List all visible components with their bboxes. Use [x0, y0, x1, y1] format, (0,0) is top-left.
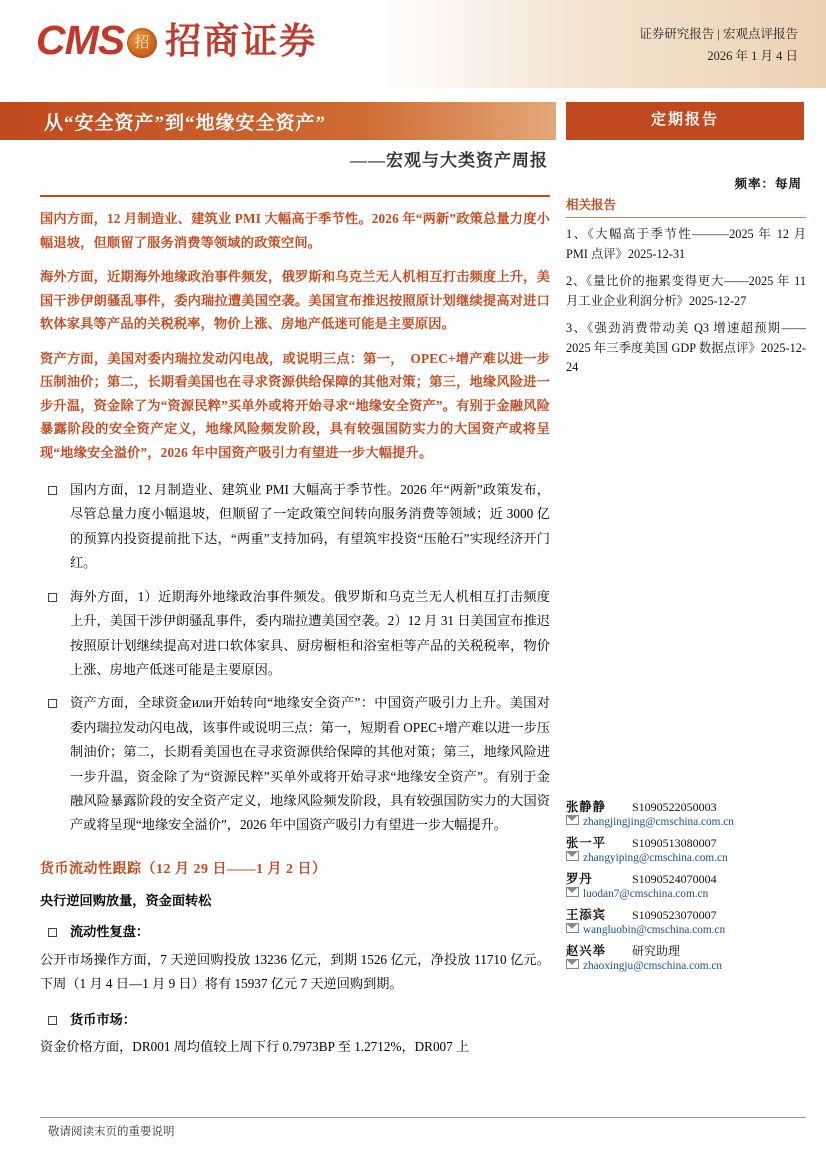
- report-category: 证券研究报告 | 宏观点评报告: [639, 27, 798, 41]
- report-date: 2026 年 1 月 4 日: [707, 48, 798, 63]
- mail-icon: [566, 851, 579, 861]
- mail-icon: [566, 887, 579, 897]
- analyst-license: S1090522050003: [632, 800, 717, 814]
- analyst-name: 张一平: [566, 836, 606, 850]
- analyst-name: 张静静: [566, 800, 606, 814]
- section-heading: 货币流动性跟踪（12 月 29 日——1 月 2 日）: [40, 861, 327, 877]
- company-logo: [36, 17, 318, 63]
- list-item-text: 资金价格方面，DR001 周均值较上周下行 0.7973BP 至 1.2712%，DR007 上: [40, 1039, 470, 1055]
- analyst-license: S1090523070007: [632, 908, 717, 922]
- analyst-row: [566, 797, 811, 815]
- list-item-label: 流动性复盘：: [40, 920, 550, 944]
- logo-cms-text: CMS: [36, 17, 125, 63]
- related-report-link[interactable]: 2、《量比价的拖累变得更大——2025 年 11 月工业企业利润分析》2025-12-27: [566, 273, 806, 308]
- section-subheading: 央行逆回购放量，资金面转松: [40, 892, 212, 908]
- header-report-meta: [639, 24, 798, 68]
- highlight-paragraph: 国内方面，12 月制造业、建筑业 PMI 大幅高于季节性。2026 年“两新”政策总量力度小幅退坡，但顺留了服务消费等领域的政策空间。: [40, 211, 550, 250]
- footer-divider: [40, 1117, 806, 1118]
- analyst-row: [566, 941, 811, 959]
- related-reports-panel: [566, 195, 806, 385]
- analyst-list: [566, 795, 811, 977]
- related-report-link[interactable]: 1、《大幅高于季节性———2025 年 12 月 PMI 点评》2025-12-31: [566, 227, 806, 261]
- main-content: [40, 195, 550, 1060]
- list-item: 海外方面，1）近期海外地缘政治事件频发。俄罗斯和乌克兰无人机相互打击频度上升，美国干涉伊朗骚乱事件，委内瑞拉遭美国空袭。2）12 月 31 日美国宣布推迟按照原计划继续提高对进口软体家具、厨房橱柜和浴室柜等产品的关税税率，物价上涨、房地产低迷可能是主要原因。: [40, 585, 550, 683]
- analyst-row: [566, 869, 811, 887]
- mail-icon: [566, 923, 579, 933]
- report-frequency: 频率：每周: [734, 177, 802, 191]
- highlight-paragraph: 海外方面，近期海外地缘政治事件频发，俄罗斯和乌克兰无人机相互打击频度上升，美国干涉伊朗骚乱事件，委内瑞拉遭美国空袭。美国宣布推迟按照原计划继续提高对进口软体家具等产品的关税税率，物价上涨、房地产低迷可能是主要原因。: [40, 269, 550, 331]
- related-report-link[interactable]: 3、《强劲消费带动美 Q3 增速超预期——2025 年三季度美国 GDP 数据点评》2025-12-24: [566, 320, 806, 375]
- highlight-divider: [40, 195, 550, 197]
- report-type-badge: 定期报告: [650, 112, 719, 128]
- analyst-email-text: wangluobin@cmschina.com.cn: [583, 924, 726, 936]
- mail-icon: [566, 959, 579, 969]
- page-header: [0, 0, 826, 88]
- summary-bullets: [40, 478, 550, 838]
- analyst-email[interactable]: [566, 851, 811, 864]
- analyst-email-text: zhaoxingju@cmschina.com.cn: [583, 960, 723, 972]
- list-item-text: 公开市场操作方面，7 天逆回购投放 13236 亿元，到期 1526 亿元，净投放 11710 亿元。下周（1 月 4 日—1 月 9 日）将有 15937 亿元 7 天逆回购到期。: [40, 951, 550, 992]
- analyst-email[interactable]: [566, 923, 811, 936]
- footer-note: 敬请阅读末页的重要说明: [48, 1126, 175, 1138]
- list-item: 国内方面，12 月制造业、建筑业 PMI 大幅高于季节性。2026 年“两新”政策发布，尽管总量力度小幅退坡，但顺留了一定政策空间转向服务消费等领域；近 3000 亿的预算内投资提前批下达，“两重”支持加码，有望筑牢投资“压舱石”实现经济开门红。: [40, 478, 550, 576]
- analyst-name: 赵兴举: [566, 944, 606, 958]
- mail-icon: [566, 815, 579, 825]
- analyst-name: 王添宾: [566, 908, 606, 922]
- title-band: [0, 88, 826, 191]
- analyst-row: [566, 833, 811, 851]
- analyst-name: 罗丹: [566, 872, 593, 886]
- analyst-row: [566, 905, 811, 923]
- analyst-email-text: luodan7@cmschina.com.cn: [583, 888, 709, 900]
- analyst-email[interactable]: [566, 887, 811, 900]
- page-title: 从“安全资产”到“地缘安全资产”: [44, 113, 327, 134]
- logo-chinese-text: 招商证券: [165, 19, 318, 61]
- related-reports-divider: [566, 217, 806, 218]
- highlight-paragraph: 资产方面，美国对委内瑞拉发动闪电战，或说明三点：第一， OPEC+增产难以进一步压制油价；第二，长期看美国也在寻求资源供给保障的其他对策；第三，地缘风险进一步升温，资金除了为“资源民粹”买单外或将开始寻求“地缘安全资产”。有别于金融风险暴露阶段的安全资产定义，地缘风险频发阶段，具有较强国防实力的大国资产或将呈现“地缘安全溢价”，2026 年中国资产吸引力有望进一步大幅提升。: [40, 350, 550, 460]
- analyst-email-text: zhangyiping@cmschina.com.cn: [583, 852, 728, 864]
- logo-seal-icon: [127, 28, 157, 58]
- analyst-email-text: zhangjingjing@cmschina.com.cn: [583, 816, 734, 828]
- page-subtitle: ——宏观与大类资产周报: [350, 151, 548, 170]
- analyst-license: S1090513080007: [632, 836, 717, 850]
- list-item-label: 货币市场：: [40, 1008, 550, 1032]
- analyst-email[interactable]: [566, 959, 811, 972]
- analyst-license: 研究助理: [632, 944, 681, 958]
- list-item: 资产方面，全球资金или开始转向“地缘安全资产”：中国资产吸引力上升。美国对委内瑞拉发动闪电战，该事件或说明三点：第一，短期看 OPEC+增产难以进一步压制油价；第二，长期看美国也在寻求资源供给保障的其他对策；第三，地缘风险进一步升温，资金除了为“资源民粹”买单外或将开始寻求“地缘安全资产”。有别于金融风险暴露阶段的安全资产定义，地缘风险频发阶段，具有较强国防实力的大国资产或将呈现“地缘安全溢价”，2026 年中国资产吸引力有望进一步大幅提升。: [40, 691, 550, 838]
- analyst-email[interactable]: [566, 815, 811, 828]
- analyst-license: S1090524070004: [632, 872, 717, 886]
- related-reports-title: 相关报告: [566, 198, 617, 212]
